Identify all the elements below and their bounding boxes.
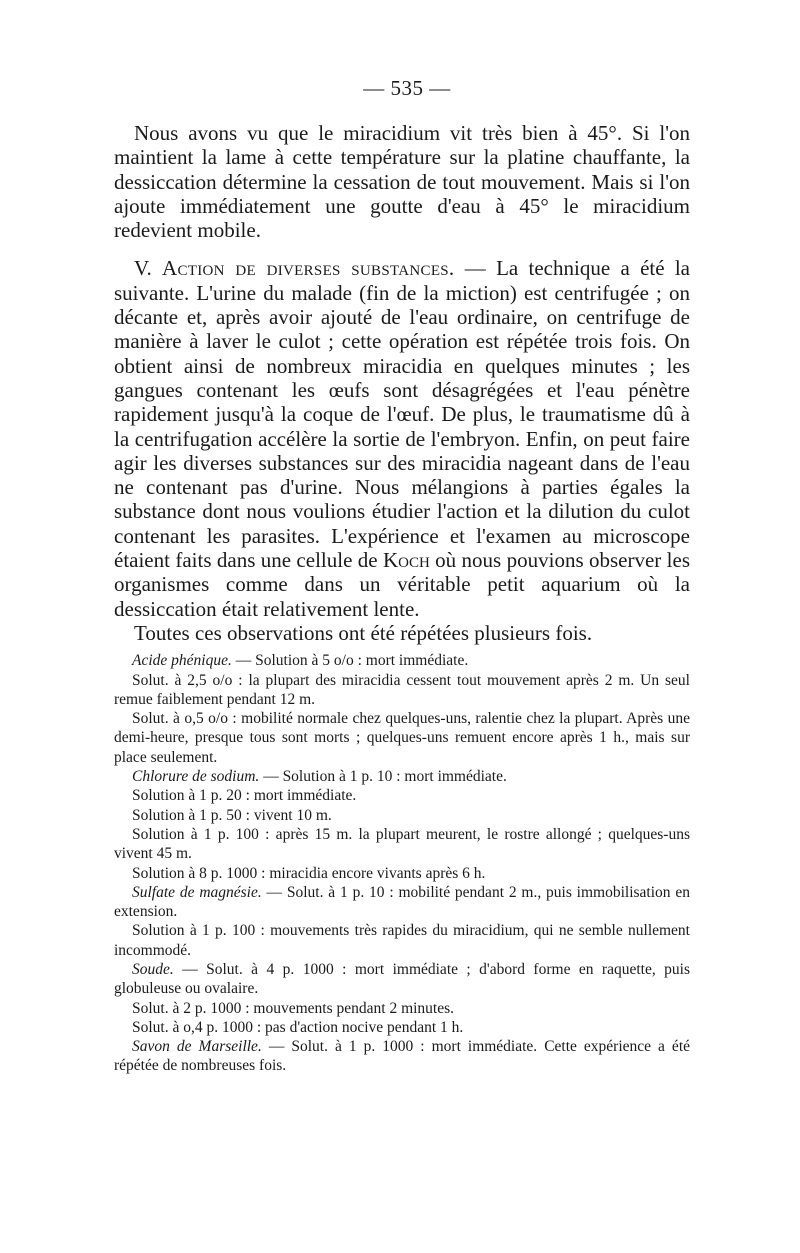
experiment-entry [114, 1037, 690, 1076]
experiment-entry [114, 999, 690, 1018]
substance-label: Sulfate de magnésie. [132, 883, 262, 901]
entry-text: Solut. à 2,5 o/o : la plupart des miracidia cessent tout mouvement après 2 m. Un seul remue faiblement pendant 12 m. [114, 671, 690, 708]
section-v-paragraph [114, 256, 690, 620]
entry-text: Solution à 1 p. 50 : vivent 10 m. [132, 806, 332, 824]
page-number: — 535 — [363, 76, 451, 100]
entry-text: Solut. à o,4 p. 1000 : pas d'action nocive pendant 1 h. [132, 1018, 464, 1036]
entry-text: Solut. à o,5 o/o : mobilité normale chez quelques-uns, ralentie chez la plupart. Après une demi-heure, presque tous sont morts ; quelques-uns remuent encore après 1 h., mais sur place seulement. [114, 710, 690, 766]
experiment-entries [114, 651, 690, 1076]
substance-label: Chlorure de sodium. [132, 768, 260, 786]
experiment-entry [114, 786, 690, 805]
paragraph-miracidium-temperature: Nous avons vu que le miracidium vit très bien à 45°. Si l'on maintient la lame à cette température sur la platine chauffante, la dessiccation détermine la cessation de tout mouvement. Mais si l'on ajoute immédiatement une goutte d'eau à 45° le miracidium redevient mobile. [114, 121, 690, 243]
entry-text: Solut. à 2 p. 1000 : mouvements pendant 2 minutes. [132, 999, 455, 1017]
experiment-entry [114, 825, 690, 864]
experiment-entry [114, 864, 690, 883]
experiment-entry [114, 651, 690, 670]
entry-text: — Solut. à 1 p. 10 : mobilité pendant 2 m., puis immobilisation en extension. [114, 883, 690, 921]
experiment-entry [114, 1018, 690, 1037]
koch-name: Koch [382, 548, 430, 573]
section-text-end: où nous pouvions observer les organismes comme dans un véritable petit aquarium où la dessiccation était relativement lente. [114, 548, 690, 621]
section-number: V. [134, 256, 152, 281]
substance-label: Soude. [132, 960, 174, 978]
entry-text: Solution à 1 p. 100 : après 15 m. la plupart meurent, le rostre allongé ; quelques-uns vivent 45 m. [114, 825, 690, 863]
experiment-entry [114, 671, 690, 710]
section-title: Action de diverses substances. [162, 256, 455, 281]
entry-text: Solution à 1 p. 100 : mouvements très rapides du miracidium, qui ne semble nullement incommodé. [114, 922, 690, 959]
entry-text: — Solut. à 4 p. 1000 : mort immédiate ; d'abord forme en raquette, puis globuleuse ou ovalaire. [114, 960, 690, 998]
experiment-entry [114, 883, 690, 922]
section-text: — La technique a été la suivante. L'urine du malade (fin de la miction) est centrifugée ; on décante et, après avoir ajouté de l'eau ordinaire, on centrifuge de manière à laver le culot ; cette opération est répétée trois fois. On obtient ainsi de nombreux miracidia en quelques minutes ; les gangues contenant les œufs sont désagrégées et l'eau pénètre rapidement jusqu'à la coque de l'œuf. De plus, le traumatisme dû à la centrifugation accélère la sortie de l'embryon. Enfin, on peut faire agir les diverses substances sur des miracidia nageant dans de l'eau ne contenant pas d'urine. Nous mélangions à parties égales la substance dont nous voulions étudier l'action et la dilution du culot contenant les parasites. L'expérience et l'examen au microscope étaient faits dans une cellule de [114, 256, 690, 573]
substance-label: Acide phénique. [132, 652, 232, 670]
substance-label: Savon de Marseille. [132, 1038, 262, 1056]
summary-line: Toutes ces observations ont été répétées plusieurs fois. [134, 620, 593, 645]
entry-text: — Solut. à 1 p. 1000 : mort immédiate. Cette expérience a été répétée de nombreuses fois. [114, 1038, 691, 1075]
entry-text: Solution à 8 p. 1000 : miracidia encore vivants après 6 h. [132, 864, 486, 882]
experiment-entry [114, 709, 690, 767]
experiment-entry [114, 767, 690, 786]
entry-text: — Solution à 1 p. 10 : mort immédiate. [259, 768, 507, 786]
entry-text: Solution à 1 p. 20 : mort immédiate. [132, 787, 357, 805]
experiment-entry [114, 960, 690, 999]
experiment-entry [114, 806, 690, 825]
entry-text: — Solution à 5 o/o : mort immédiate. [231, 652, 469, 670]
experiment-entry [114, 921, 690, 960]
